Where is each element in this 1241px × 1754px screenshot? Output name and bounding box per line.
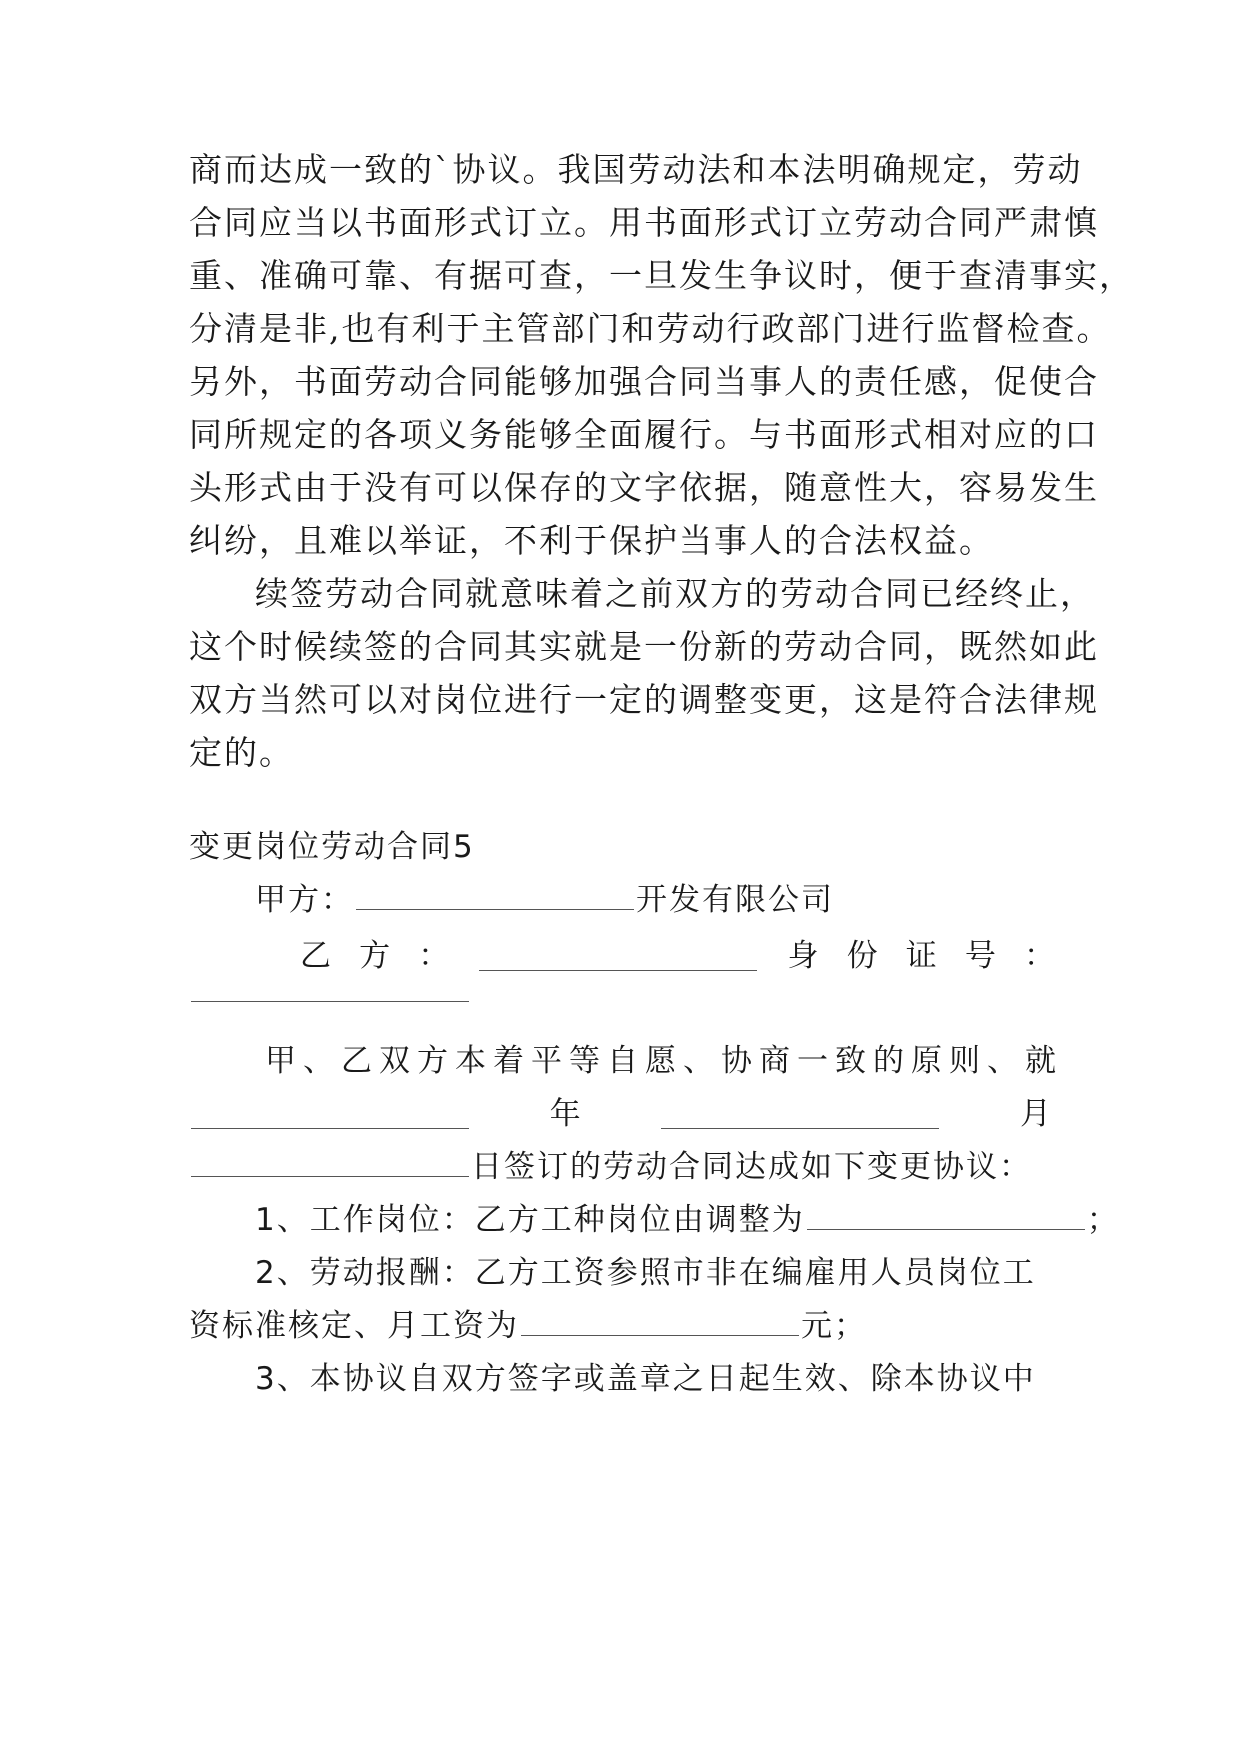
intro-end: 日签订的劳动合同达成如下变更协议：: [471, 1149, 1032, 1185]
salary-blank: [521, 1334, 799, 1336]
party-a-line: [255, 880, 1055, 920]
paragraph-line: 双方当然可以对岗位进行一定的调整变更，这是符合法律规: [189, 680, 1099, 719]
party-b-char: 身: [787, 938, 819, 974]
party-a-suffix: 开发有限公司: [636, 882, 834, 918]
paragraph-line: 这个时候续签的合同其实就是一份新的劳动合同，既然如此: [189, 627, 1099, 666]
paragraph-line: 商而达成一致的`协议。我国劳动法和本法明确规定，劳动: [189, 150, 1083, 189]
party-a-label: 甲方：: [255, 882, 354, 918]
month-label: 月: [1019, 1096, 1051, 1132]
month-blank: [661, 1127, 939, 1129]
item-2-end: 元；: [801, 1308, 867, 1344]
day-blank: [191, 1175, 469, 1177]
year-blank: [191, 1127, 469, 1129]
item-1-line: [255, 1200, 1120, 1240]
paragraph-line: 头形式由于没有可以保存的文字依据，随意性大，容易发生: [189, 468, 1099, 507]
item-2-line: 2、劳动报酬：乙方工资参照市非在编雇用人员岗位工: [255, 1255, 1036, 1291]
paragraph-line: 纠纷，且难以举证，不利于保护当事人的合法权益。: [189, 521, 994, 560]
item-2-text: 资标准核定、月工资为: [189, 1308, 519, 1344]
party-b-char: 号: [964, 938, 996, 974]
party-b-char: 方: [359, 938, 391, 974]
paragraph-line: 另外，书面劳动合同能够加强合同当事人的责任感，促使合: [189, 362, 1099, 401]
item-1-end: ；: [1086, 1202, 1120, 1238]
id-number-blank: [191, 1000, 469, 1002]
party-b-char: 证: [905, 938, 937, 974]
item-3-line: 3、本协议自双方签字或盖章之日起生效、除本协议中: [255, 1361, 1036, 1397]
party-b-blank: [479, 969, 757, 971]
party-b-line: [300, 936, 1055, 976]
paragraph-line: 定的。: [189, 733, 294, 772]
party-b-char: 份: [846, 938, 878, 974]
intro-end-line: [189, 1147, 1051, 1187]
paragraph-line: 合同应当以书面形式订立。用书面形式订立劳动合同严肃慎: [189, 203, 1099, 242]
item-1-blank: [807, 1228, 1085, 1230]
paragraph-line: 分清是非,也有利于主管部门和劳动行政部门进行监督检查。: [189, 309, 1112, 348]
item-2-line-2: [189, 1306, 1051, 1346]
party-b-char: 乙: [300, 938, 331, 974]
item-1-text: 1、工作岗位：乙方工种岗位由调整为: [255, 1202, 805, 1238]
year-label: 年: [549, 1096, 581, 1132]
party-b-char: ：: [418, 938, 450, 974]
paragraph-line: 重、准确可靠、有据可查，一旦发生争议时，便于查清事实，: [189, 256, 1134, 295]
paragraph-line: 续签劳动合同就意味着之前双方的劳动合同已经终止，: [255, 574, 1095, 613]
party-a-blank: [356, 908, 634, 910]
paragraph-line: 同所规定的各项义务能够全面履行。与书面形式相对应的口: [189, 415, 1099, 454]
contract-title: 变更岗位劳动合同5: [189, 829, 475, 865]
date-line: [189, 1094, 1051, 1134]
intro-line: 甲、乙双方本着平等自愿、协商一致的原则、就: [265, 1043, 1063, 1079]
party-b-char: ：: [1024, 938, 1055, 974]
